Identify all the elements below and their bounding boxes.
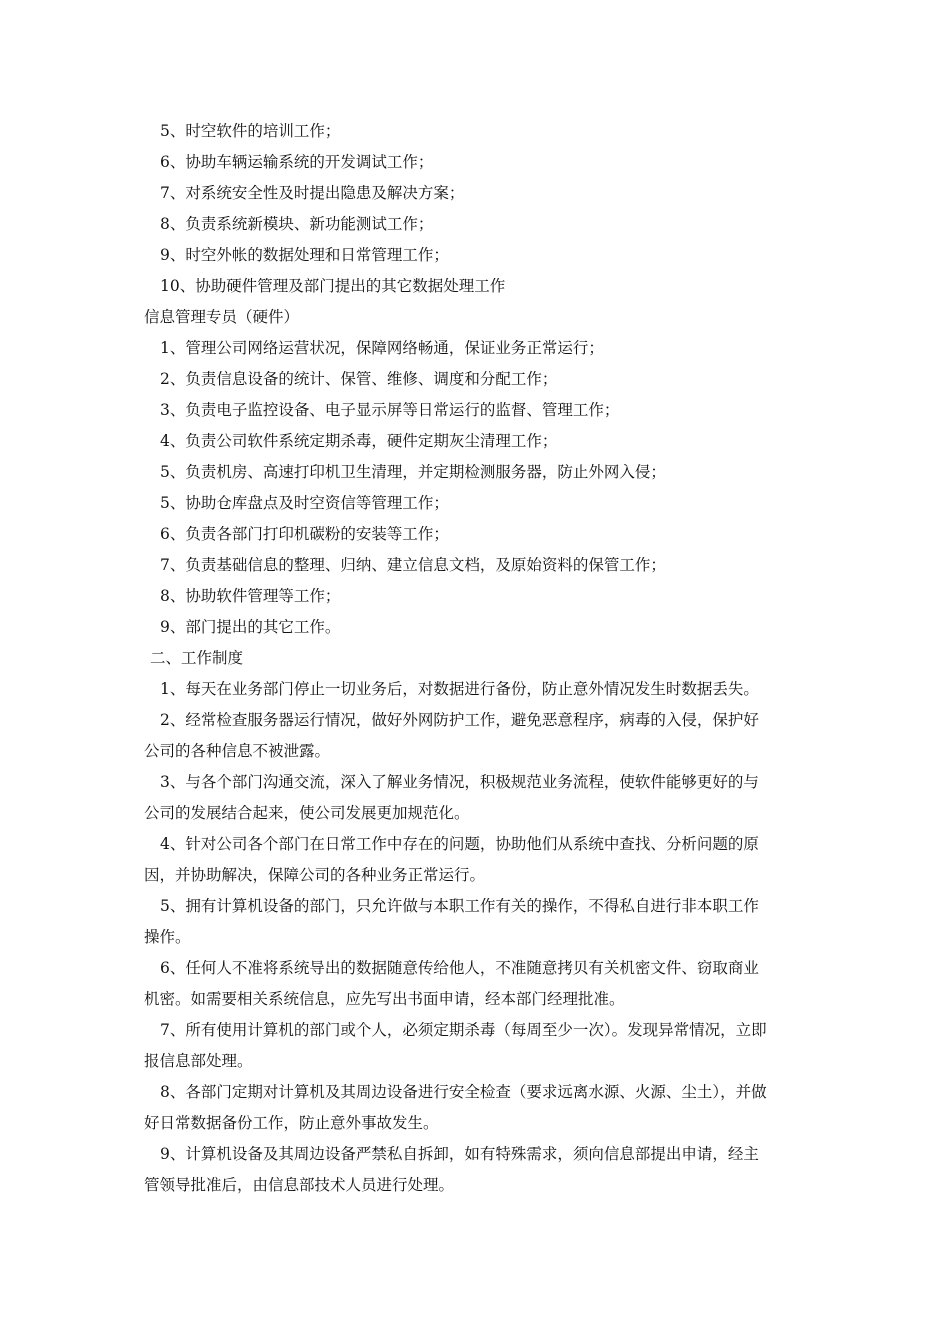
rule-paragraph-line: 好日常数据备份工作，防止意外事故发生。 bbox=[144, 1114, 439, 1132]
section-heading-hardware: 信息管理专员（硬件） bbox=[144, 308, 300, 326]
list-item: 7、对系统安全性及时提出隐患及解决方案； bbox=[160, 184, 465, 202]
rule-paragraph-line: 7、所有使用计算机的部门或个人，必须定期杀毒（每周至少一次）。发现异常情况，立即 bbox=[160, 1021, 767, 1039]
rule-paragraph-line: 2、经常检查服务器运行情况，做好外网防护工作，避免恶意程序，病毒的入侵，保护好 bbox=[160, 711, 759, 729]
list-item: 4、负责公司软件系统定期杀毒，硬件定期灰尘清理工作； bbox=[160, 432, 558, 450]
rule-paragraph-line: 5、拥有计算机设备的部门，只允许做与本职工作有关的操作，不得私自进行非本职工作 bbox=[160, 897, 759, 915]
rule-paragraph-line: 8、各部门定期对计算机及其周边设备进行安全检查（要求远离水源、火源、尘土），并做 bbox=[160, 1083, 767, 1101]
rule-paragraph-line: 因，并协助解决，保障公司的各种业务正常运行。 bbox=[144, 866, 486, 884]
rule-paragraph-line: 操作。 bbox=[144, 928, 191, 946]
document-body bbox=[144, 116, 824, 1201]
rule-paragraph-line: 4、针对公司各个部门在日常工作中存在的问题，协助他们从系统中查找、分析问题的原 bbox=[160, 835, 759, 853]
rule-paragraph-line: 6、任何人不准将系统导出的数据随意传给他人，不准随意拷贝有关机密文件、窃取商业 bbox=[160, 959, 759, 977]
rule-paragraph-line: 机密。如需要相关系统信息，应先写出书面申请，经本部门经理批准。 bbox=[144, 990, 625, 1008]
list-item: 5、协助仓库盘点及时空资信等管理工作； bbox=[160, 494, 449, 512]
list-item: 3、负责电子监控设备、电子显示屏等日常运行的监督、管理工作； bbox=[160, 401, 620, 419]
list-item: 7、负责基础信息的整理、归纳、建立信息文档，及原始资料的保管工作； bbox=[160, 556, 666, 574]
list-item: 1、管理公司网络运营状况，保障网络畅通，保证业务正常运行； bbox=[160, 339, 604, 357]
list-item: 10、协助硬件管理及部门提出的其它数据处理工作 bbox=[160, 277, 506, 295]
list-item: 5、负责机房、高速打印机卫生清理，并定期检测服务器，防止外网入侵； bbox=[160, 463, 666, 481]
rule-paragraph-line: 9、计算机设备及其周边设备严禁私自拆卸，如有特殊需求，须向信息部提出申请，经主 bbox=[160, 1145, 759, 1163]
list-item: 2、负责信息设备的统计、保管、维修、调度和分配工作； bbox=[160, 370, 558, 388]
list-item: 9、时空外帐的数据处理和日常管理工作； bbox=[160, 246, 449, 264]
rule-paragraph-line: 公司的发展结合起来，使公司发展更加规范化。 bbox=[144, 804, 470, 822]
section-heading-work-rules: 二、工作制度 bbox=[150, 649, 244, 667]
rule-paragraph-line: 管领导批准后，由信息部技术人员进行处理。 bbox=[144, 1176, 455, 1194]
rule-paragraph: 1、每天在业务部门停止一切业务后，对数据进行备份，防止意外情况发生时数据丢失。 bbox=[160, 680, 759, 698]
list-item: 6、协助车辆运输系统的开发调试工作； bbox=[160, 153, 434, 171]
list-item: 8、协助软件管理等工作； bbox=[160, 587, 341, 605]
list-item: 8、负责系统新模块、新功能测试工作； bbox=[160, 215, 434, 233]
list-item: 5、时空软件的培训工作； bbox=[160, 122, 341, 140]
rule-paragraph-line: 报信息部处理。 bbox=[144, 1052, 253, 1070]
rule-paragraph-line: 公司的各种信息不被泄露。 bbox=[144, 742, 331, 760]
list-item: 9、部门提出的其它工作。 bbox=[160, 618, 341, 636]
rule-paragraph-line: 3、与各个部门沟通交流，深入了解业务情况，积极规范业务流程，使软件能够更好的与 bbox=[160, 773, 759, 791]
list-item: 6、负责各部门打印机碳粉的安装等工作； bbox=[160, 525, 449, 543]
